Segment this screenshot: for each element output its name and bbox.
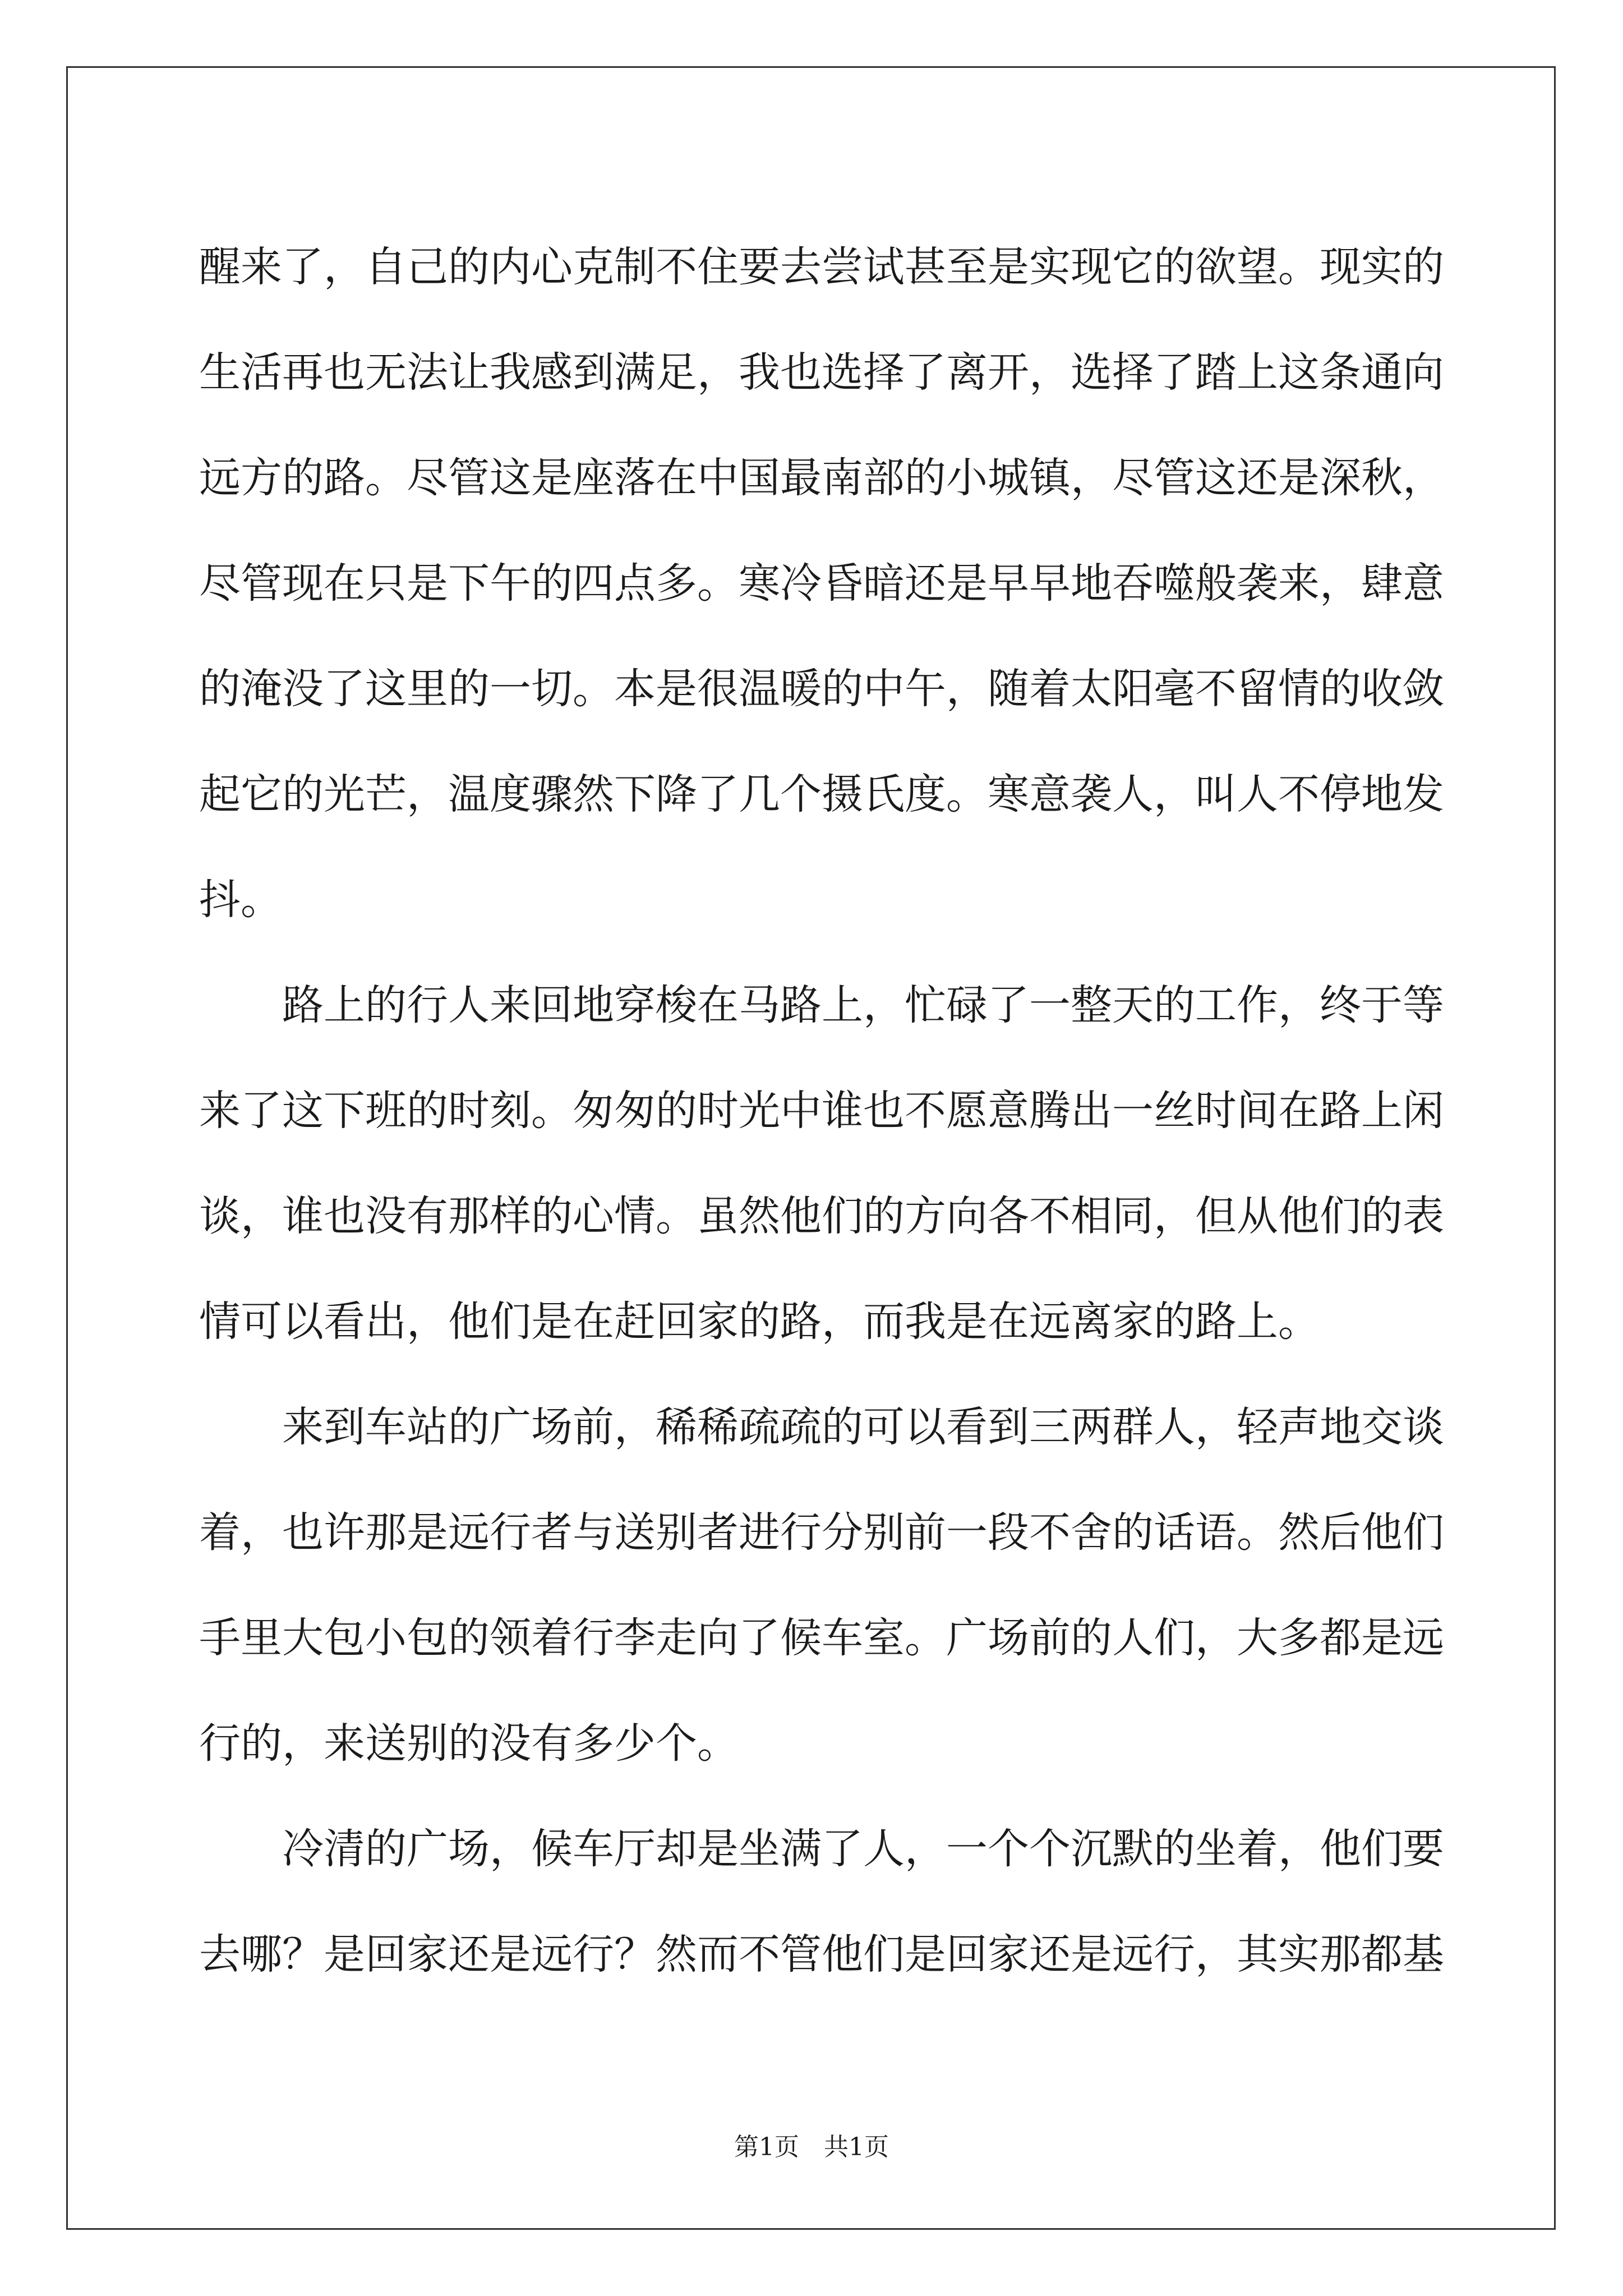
text-line-6: 起它的光芒，温度骤然下降了几个摄氏度。寒意袭人，叫人不停地发 <box>199 770 1444 818</box>
text-line-4: 尽管现在只是下午的四点多。寒冷昏暗还是早早地吞噬般袭来，肆意 <box>199 559 1444 608</box>
text-line-1: 醒来了，自己的内心克制不住要去尝试甚至是实现它的欲望。现实的 <box>199 243 1444 291</box>
text-line-5: 的淹没了这里的一切。本是很温暖的中午，随着太阳毫不留情的收敛 <box>199 665 1444 713</box>
text-line-2: 生活再也无法让我感到满足，我也选择了离开，选择了踏上这条通向 <box>199 348 1444 397</box>
text-line-11: 情可以看出，他们是在赶回家的路，而我是在远离家的路上。 <box>199 1297 1320 1346</box>
text-line-10: 谈，谁也没有那样的心情。虽然他们的方向各不相同，但从他们的表 <box>199 1192 1444 1240</box>
page-number-total: 共1页 <box>824 2133 889 2161</box>
text-line-15: 行的，来送别的没有多少个。 <box>199 1719 739 1768</box>
page-number-current: 第1页 <box>734 2133 799 2161</box>
page-footer <box>0 2131 1623 2164</box>
text-line-7: 抖。 <box>199 876 282 924</box>
text-line-9: 来了这下班的时刻。匆匆的时光中谁也不愿意腾出一丝时间在路上闲 <box>199 1087 1444 1135</box>
document-body <box>199 214 1444 2007</box>
text-line-14: 手里大包小包的领着行李走向了候车室。广场前的人们，大多都是远 <box>199 1614 1444 1662</box>
text-line-12: 来到车站的广场前，稀稀疏疏的可以看到三两群人，轻声地交谈 <box>199 1403 1444 1451</box>
text-line-17: 去哪？是回家还是远行？然而不管他们是回家还是远行，其实那都基 <box>199 1930 1444 1978</box>
text-line-3: 远方的路。尽管这是座落在中国最南部的小城镇，尽管这还是深秋， <box>199 454 1444 502</box>
text-line-16: 冷清的广场，候车厅却是坐满了人，一个个沉默的坐着，他们要 <box>199 1825 1444 1873</box>
text-line-8: 路上的行人来回地穿梭在马路上，忙碌了一整天的工作，终于等 <box>199 981 1444 1029</box>
text-line-13: 着，也许那是远行者与送别者进行分别前一段不舍的话语。然后他们 <box>199 1508 1444 1557</box>
